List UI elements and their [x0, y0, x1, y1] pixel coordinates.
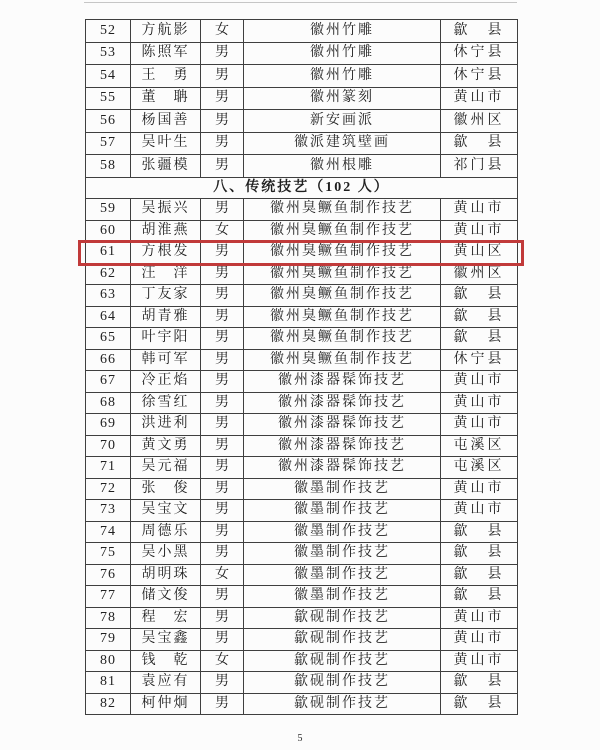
cell-item: 新安画派: [244, 110, 441, 133]
cell-gender: 男: [201, 155, 244, 178]
table-row: [86, 414, 518, 436]
table-row: [86, 220, 518, 242]
cell-name: 韩可军: [131, 349, 201, 371]
cell-item: 徽墨制作技艺: [244, 500, 441, 522]
cell-name: 吴宝文: [131, 500, 201, 522]
cell-item: 歙砚制作技艺: [244, 672, 441, 694]
table-row: [86, 478, 518, 500]
cell-gender: 男: [201, 65, 244, 88]
cell-item: 徽州臭鳜鱼制作技艺: [244, 242, 441, 264]
cell-item: 歙砚制作技艺: [244, 607, 441, 629]
cell-item: 徽州臭鳜鱼制作技艺: [244, 285, 441, 307]
cell-item: 徽州漆器髹饰技艺: [244, 414, 441, 436]
cell-no: 75: [86, 543, 131, 565]
cell-name: 丁友家: [131, 285, 201, 307]
cell-gender: 男: [201, 457, 244, 479]
cell-item: 徽州臭鳜鱼制作技艺: [244, 306, 441, 328]
table-row: [86, 42, 518, 65]
cell-no: 58: [86, 155, 131, 178]
cell-item: 歙砚制作技艺: [244, 650, 441, 672]
cell-gender: 男: [201, 132, 244, 155]
table-row: [86, 20, 518, 43]
page-number: 5: [297, 733, 303, 744]
table-row: [86, 629, 518, 651]
cell-gender: 男: [201, 328, 244, 350]
cell-name: 陈照军: [131, 42, 201, 65]
section-header-row: [86, 177, 518, 199]
cell-item: 徽墨制作技艺: [244, 586, 441, 608]
cell-no: 72: [86, 478, 131, 500]
table-row: [86, 435, 518, 457]
cell-name: 徐雪红: [131, 392, 201, 414]
table-row: [86, 500, 518, 522]
cell-gender: 女: [201, 220, 244, 242]
cell-no: 59: [86, 199, 131, 221]
cell-item: 徽州漆器髹饰技艺: [244, 392, 441, 414]
cell-region: 歙 县: [441, 543, 518, 565]
cell-gender: 男: [201, 607, 244, 629]
cell-gender: 男: [201, 242, 244, 264]
cell-gender: 男: [201, 349, 244, 371]
cell-region: 黄山市: [441, 607, 518, 629]
cell-name: 袁应有: [131, 672, 201, 694]
cell-name: 冷正焰: [131, 371, 201, 393]
cell-no: 78: [86, 607, 131, 629]
cell-no: 69: [86, 414, 131, 436]
cell-no: 55: [86, 87, 131, 110]
cell-item: 徽墨制作技艺: [244, 478, 441, 500]
cell-item: 徽州篆刻: [244, 87, 441, 110]
cell-region: 黄山市: [441, 87, 518, 110]
cell-no: 68: [86, 392, 131, 414]
table-row: [86, 328, 518, 350]
cell-item: 徽州漆器髹饰技艺: [244, 435, 441, 457]
cell-gender: 男: [201, 199, 244, 221]
cell-no: 61: [86, 242, 131, 264]
cell-name: 吴元福: [131, 457, 201, 479]
cell-gender: 男: [201, 629, 244, 651]
cell-gender: 男: [201, 263, 244, 285]
cell-item: 徽墨制作技艺: [244, 564, 441, 586]
table-row: [86, 65, 518, 88]
cell-no: 71: [86, 457, 131, 479]
cell-region: 黄山市: [441, 414, 518, 436]
cell-name: 柯仲炯: [131, 693, 201, 715]
cell-name: 黄文勇: [131, 435, 201, 457]
cell-item: 徽州漆器髹饰技艺: [244, 457, 441, 479]
cell-gender: 女: [201, 564, 244, 586]
table-row: [86, 693, 518, 715]
cell-item: 徽州臭鳜鱼制作技艺: [244, 199, 441, 221]
table-row: [86, 521, 518, 543]
cell-name: 吴叶生: [131, 132, 201, 155]
cell-gender: 男: [201, 543, 244, 565]
cell-name: 胡明珠: [131, 564, 201, 586]
cell-gender: 男: [201, 693, 244, 715]
table-row: [86, 155, 518, 178]
table-row: [86, 242, 518, 264]
cell-no: 63: [86, 285, 131, 307]
cell-no: 66: [86, 349, 131, 371]
cell-no: 53: [86, 42, 131, 65]
cell-name: 张疆模: [131, 155, 201, 178]
cell-name: 洪进利: [131, 414, 201, 436]
cell-no: 80: [86, 650, 131, 672]
section-header: 八、传统技艺（102 人）: [86, 177, 518, 199]
cell-region: 黄山市: [441, 500, 518, 522]
cell-region: 黄山市: [441, 478, 518, 500]
cell-region: 歙 县: [441, 306, 518, 328]
cell-gender: 男: [201, 586, 244, 608]
cell-region: 黄山市: [441, 371, 518, 393]
table-row: [86, 199, 518, 221]
table-row: [86, 371, 518, 393]
table-row: [86, 564, 518, 586]
cell-no: 73: [86, 500, 131, 522]
cell-no: 56: [86, 110, 131, 133]
cell-region: 歙 县: [441, 20, 518, 43]
cell-item: 徽墨制作技艺: [244, 543, 441, 565]
table-row: [86, 650, 518, 672]
cell-region: 歙 县: [441, 693, 518, 715]
cell-item: 徽州漆器髹饰技艺: [244, 371, 441, 393]
cell-gender: 男: [201, 371, 244, 393]
cell-no: 67: [86, 371, 131, 393]
cell-region: 休宁县: [441, 42, 518, 65]
cell-gender: 男: [201, 414, 244, 436]
table-row: [86, 263, 518, 285]
table-row: [86, 392, 518, 414]
cell-region: 歙 县: [441, 564, 518, 586]
cell-region: 徽州区: [441, 110, 518, 133]
cell-region: 歙 县: [441, 328, 518, 350]
cell-no: 62: [86, 263, 131, 285]
table-row: [86, 87, 518, 110]
cell-name: 储文俊: [131, 586, 201, 608]
cell-region: 黄山市: [441, 392, 518, 414]
cell-no: 52: [86, 20, 131, 43]
cell-gender: 男: [201, 500, 244, 522]
cell-region: 黄山区: [441, 242, 518, 264]
cell-region: 休宁县: [441, 349, 518, 371]
cell-region: 屯溪区: [441, 435, 518, 457]
cell-gender: 男: [201, 392, 244, 414]
cell-item: 徽州臭鳜鱼制作技艺: [244, 263, 441, 285]
cell-name: 方航影: [131, 20, 201, 43]
cell-gender: 男: [201, 87, 244, 110]
cell-gender: 女: [201, 20, 244, 43]
cell-region: 歙 县: [441, 285, 518, 307]
cell-region: 歙 县: [441, 586, 518, 608]
cell-region: 黄山市: [441, 199, 518, 221]
cell-no: 74: [86, 521, 131, 543]
table-row: [86, 306, 518, 328]
cell-no: 64: [86, 306, 131, 328]
table-row: [86, 586, 518, 608]
table-row: [86, 349, 518, 371]
cell-name: 钱 乾: [131, 650, 201, 672]
table-row: [86, 285, 518, 307]
cell-no: 79: [86, 629, 131, 651]
table-row: [86, 457, 518, 479]
cell-item: 徽派建筑壁画: [244, 132, 441, 155]
cell-gender: 男: [201, 435, 244, 457]
cell-no: 65: [86, 328, 131, 350]
cell-no: 57: [86, 132, 131, 155]
previous-page-row-edge: [84, 2, 517, 3]
cell-name: 程 宏: [131, 607, 201, 629]
cell-item: 徽州臭鳜鱼制作技艺: [244, 328, 441, 350]
cell-name: 张 俊: [131, 478, 201, 500]
cell-gender: 男: [201, 110, 244, 133]
cell-name: 叶宇阳: [131, 328, 201, 350]
table-row: [86, 110, 518, 133]
cell-region: 黄山市: [441, 629, 518, 651]
cell-region: 屯溪区: [441, 457, 518, 479]
cell-no: 81: [86, 672, 131, 694]
cell-region: 祁门县: [441, 155, 518, 178]
cell-no: 60: [86, 220, 131, 242]
cell-name: 王 勇: [131, 65, 201, 88]
cell-gender: 男: [201, 285, 244, 307]
cell-gender: 男: [201, 306, 244, 328]
cell-name: 吴振兴: [131, 199, 201, 221]
cell-no: 77: [86, 586, 131, 608]
table-row: [86, 607, 518, 629]
cell-name: 董 聃: [131, 87, 201, 110]
cell-name: 吴小黑: [131, 543, 201, 565]
cell-name: 杨国善: [131, 110, 201, 133]
cell-no: 54: [86, 65, 131, 88]
cell-name: 胡青雅: [131, 306, 201, 328]
inheritors-table: [85, 19, 518, 715]
cell-item: 徽州臭鳜鱼制作技艺: [244, 349, 441, 371]
cell-gender: 女: [201, 650, 244, 672]
cell-item: 徽墨制作技艺: [244, 521, 441, 543]
cell-name: 吴宝鑫: [131, 629, 201, 651]
cell-name: 方根发: [131, 242, 201, 264]
cell-no: 70: [86, 435, 131, 457]
cell-item: 徽州竹雕: [244, 20, 441, 43]
cell-gender: 男: [201, 478, 244, 500]
cell-region: 歙 县: [441, 132, 518, 155]
cell-region: 歙 县: [441, 672, 518, 694]
cell-no: 76: [86, 564, 131, 586]
table-row: [86, 132, 518, 155]
cell-item: 徽州臭鳜鱼制作技艺: [244, 220, 441, 242]
cell-region: 休宁县: [441, 65, 518, 88]
cell-gender: 男: [201, 42, 244, 65]
cell-item: 歙砚制作技艺: [244, 693, 441, 715]
cell-region: 徽州区: [441, 263, 518, 285]
cell-item: 徽州竹雕: [244, 42, 441, 65]
cell-item: 徽州竹雕: [244, 65, 441, 88]
cell-region: 黄山市: [441, 650, 518, 672]
table-row: [86, 543, 518, 565]
cell-name: 胡淮燕: [131, 220, 201, 242]
cell-name: 周德乐: [131, 521, 201, 543]
cell-no: 82: [86, 693, 131, 715]
table-row: [86, 672, 518, 694]
cell-region: 黄山市: [441, 220, 518, 242]
cell-gender: 男: [201, 672, 244, 694]
cell-gender: 男: [201, 521, 244, 543]
cell-item: 歙砚制作技艺: [244, 629, 441, 651]
cell-name: 汪 洋: [131, 263, 201, 285]
cell-item: 徽州根雕: [244, 155, 441, 178]
cell-region: 歙 县: [441, 521, 518, 543]
